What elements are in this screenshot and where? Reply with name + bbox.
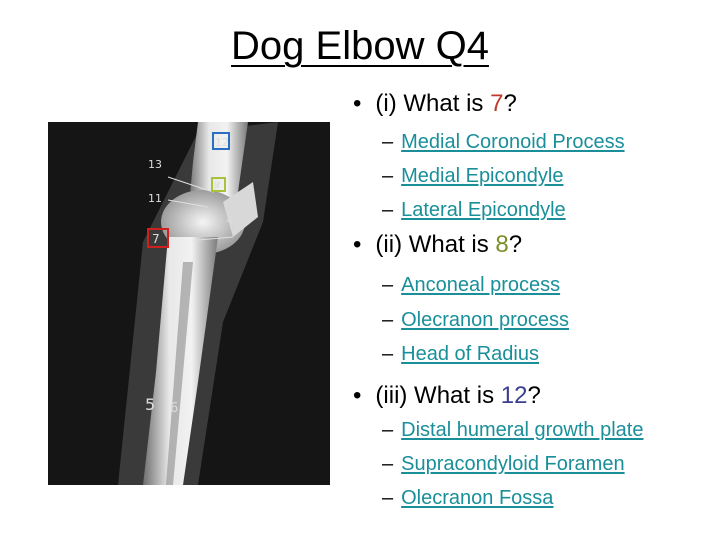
answer-link-medial-epicondyle[interactable]: Medial Epicondyle bbox=[401, 165, 564, 187]
answer-2-3 bbox=[382, 341, 539, 367]
answer-link-lateral-epicondyle[interactable]: Lateral Epicondyle bbox=[401, 199, 566, 221]
question-2-suffix: ? bbox=[508, 231, 523, 258]
elbow-xray-image bbox=[48, 122, 330, 485]
answer-link-supracondyloid-foramen[interactable]: Supracondyloid Foramen bbox=[401, 453, 625, 475]
xray-label-11: 11 bbox=[148, 192, 162, 205]
answer-1-1 bbox=[382, 129, 625, 155]
dash-marker: – bbox=[382, 309, 394, 331]
slide-title: Dog Elbow Q4 bbox=[231, 24, 489, 68]
question-3-number: 12 bbox=[500, 382, 528, 409]
answer-2-2 bbox=[382, 307, 569, 333]
answer-2-1 bbox=[382, 272, 560, 298]
bullet-marker: • bbox=[353, 231, 362, 258]
dash-marker: – bbox=[382, 487, 394, 509]
question-1-prefix: (i) What is bbox=[375, 90, 491, 117]
answer-link-anconeal-process[interactable]: Anconeal process bbox=[401, 274, 561, 296]
question-1-suffix: ? bbox=[503, 90, 517, 117]
xray-label-6: 6 bbox=[170, 401, 179, 416]
dash-marker: – bbox=[382, 199, 394, 221]
answer-1-3 bbox=[382, 197, 566, 223]
dash-marker: – bbox=[382, 453, 394, 475]
xray-label-7: 7 bbox=[152, 232, 160, 246]
question-3-suffix: ? bbox=[527, 382, 541, 409]
answer-link-olecranon-fossa[interactable]: Olecranon Fossa bbox=[401, 487, 554, 509]
answer-link-olecranon-process[interactable]: Olecranon process bbox=[401, 309, 569, 331]
question-3-prefix: (iii) What is bbox=[375, 382, 501, 409]
answer-3-1 bbox=[382, 417, 643, 443]
bullet-marker: • bbox=[353, 382, 362, 409]
question-2-prefix: (ii) What is bbox=[375, 231, 496, 258]
answer-1-2 bbox=[382, 163, 563, 189]
question-1 bbox=[353, 89, 517, 119]
dash-marker: – bbox=[382, 343, 394, 365]
xray-label-5: 5 bbox=[145, 395, 156, 414]
xray-label-8: 8 bbox=[214, 181, 220, 191]
question-2 bbox=[353, 230, 522, 260]
xray-label-12: 12 bbox=[215, 136, 229, 149]
xray-label-4: 4 bbox=[226, 214, 233, 227]
question-2-number: 8 bbox=[495, 231, 509, 258]
answer-3-3 bbox=[382, 485, 553, 511]
answer-3-2 bbox=[382, 451, 625, 477]
dash-marker: – bbox=[382, 165, 394, 187]
question-3 bbox=[353, 381, 541, 411]
dash-marker: – bbox=[382, 131, 394, 153]
dash-marker: – bbox=[382, 274, 394, 296]
dash-marker: – bbox=[382, 419, 394, 441]
question-1-number: 7 bbox=[490, 90, 504, 117]
answer-link-distal-humeral-growth-plate[interactable]: Distal humeral growth plate bbox=[401, 419, 644, 441]
answer-link-head-of-radius[interactable]: Head of Radius bbox=[401, 343, 539, 365]
xray-label-13: 13 bbox=[148, 158, 162, 171]
answer-link-medial-coronoid-process[interactable]: Medial Coronoid Process bbox=[401, 131, 625, 153]
bullet-marker: • bbox=[353, 90, 362, 117]
